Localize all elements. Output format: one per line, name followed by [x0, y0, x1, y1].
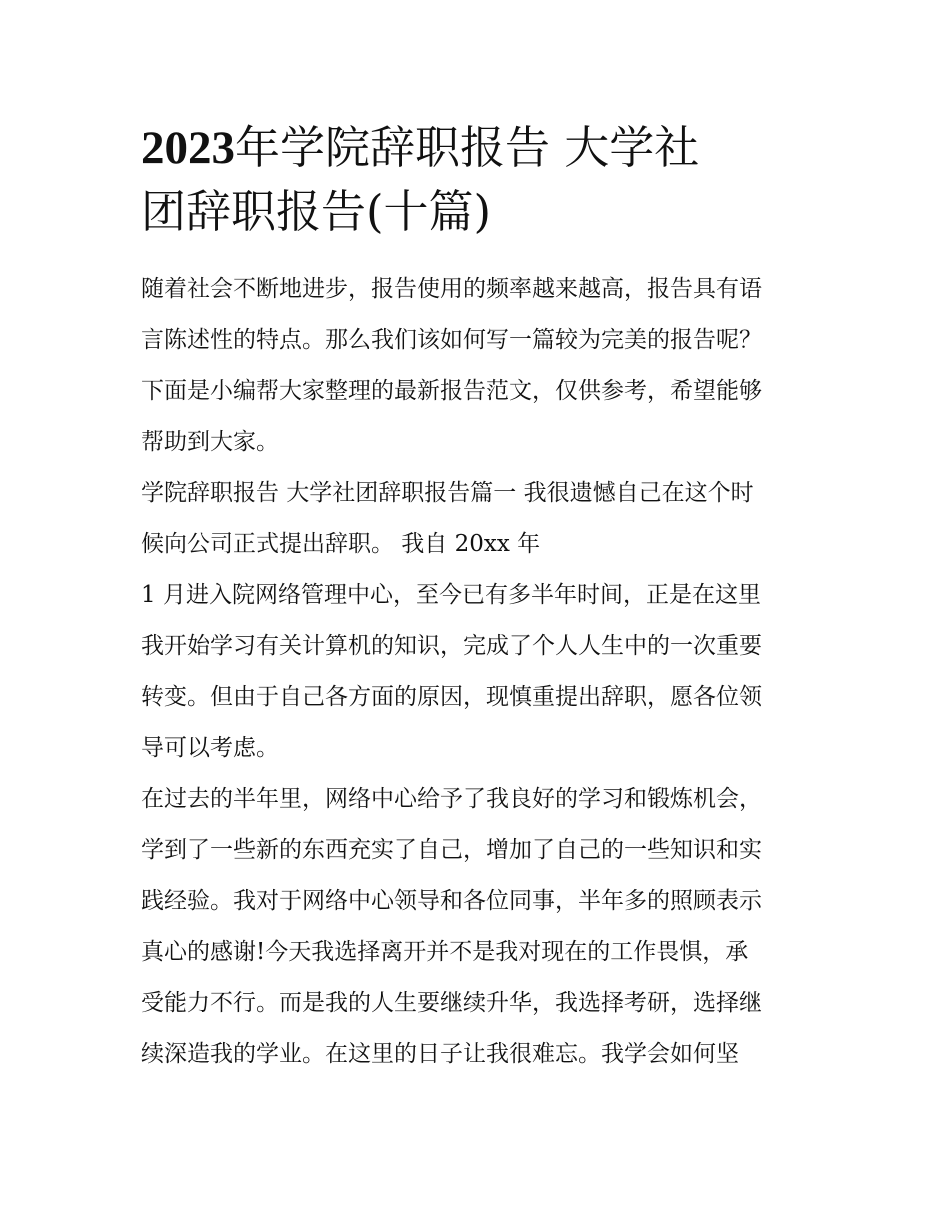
text-line: 我开始学习有关计算机的知识，完成了个人人生中的一次重要 — [141, 633, 762, 659]
text-line: 候向公司正式提出辞职。 我自 20xx 年 — [141, 531, 541, 557]
text-line: 下面是小编帮大家整理的最新报告范文，仅供参考，希望能够 — [141, 378, 762, 404]
text-line: 1 月进入院网络管理中心，至今已有多半年时间，正是在这里 — [141, 582, 761, 608]
text-line: 学院辞职报告 大学社团辞职报告篇一 我很遗憾自己在这个时 — [141, 480, 754, 506]
text-line: 受能力不行。而是我的人生要继续升华，我选择考研，选择继 — [141, 990, 762, 1016]
text-line: 帮助到大家。 — [141, 429, 279, 455]
text-line: 真心的感谢!今天我选择离开并不是我对现在的工作畏惧，承 — [141, 939, 749, 965]
title-line1-text: 年学院辞职报告 大学社 — [235, 121, 700, 174]
paragraph-body-1 — [141, 570, 821, 774]
text-line: 转变。但由于自己各方面的原因，现慎重提出辞职，愿各位领 — [141, 684, 762, 710]
document-body — [141, 264, 821, 1080]
paragraph-intro — [141, 264, 821, 468]
text-line: 践经验。我对于网络中心领导和各位同事，半年多的照顾表示 — [141, 888, 762, 914]
document-content — [141, 116, 821, 1080]
text-line: 续深造我的学业。在这里的日子让我很难忘。我学会如何坚 — [141, 1041, 739, 1067]
document-title — [141, 116, 821, 244]
title-line2-text: 团辞职报告(十篇) — [141, 185, 492, 238]
text-line: 导可以考虑。 — [141, 735, 279, 761]
paragraph-section-heading — [141, 468, 821, 570]
title-year: 2023 — [141, 122, 235, 174]
text-line: 言陈述性的特点。那么我们该如何写一篇较为完美的报告呢？ — [141, 327, 762, 353]
text-line: 随着社会不断地进步，报告使用的频率越来越高，报告具有语 — [141, 276, 762, 302]
text-line: 在过去的半年里，网络中心给予了我良好的学习和锻炼机会， — [141, 786, 762, 812]
paragraph-body-2 — [141, 774, 821, 1080]
text-line: 学到了一些新的东西充实了自己，增加了自己的一些知识和实 — [141, 837, 762, 863]
